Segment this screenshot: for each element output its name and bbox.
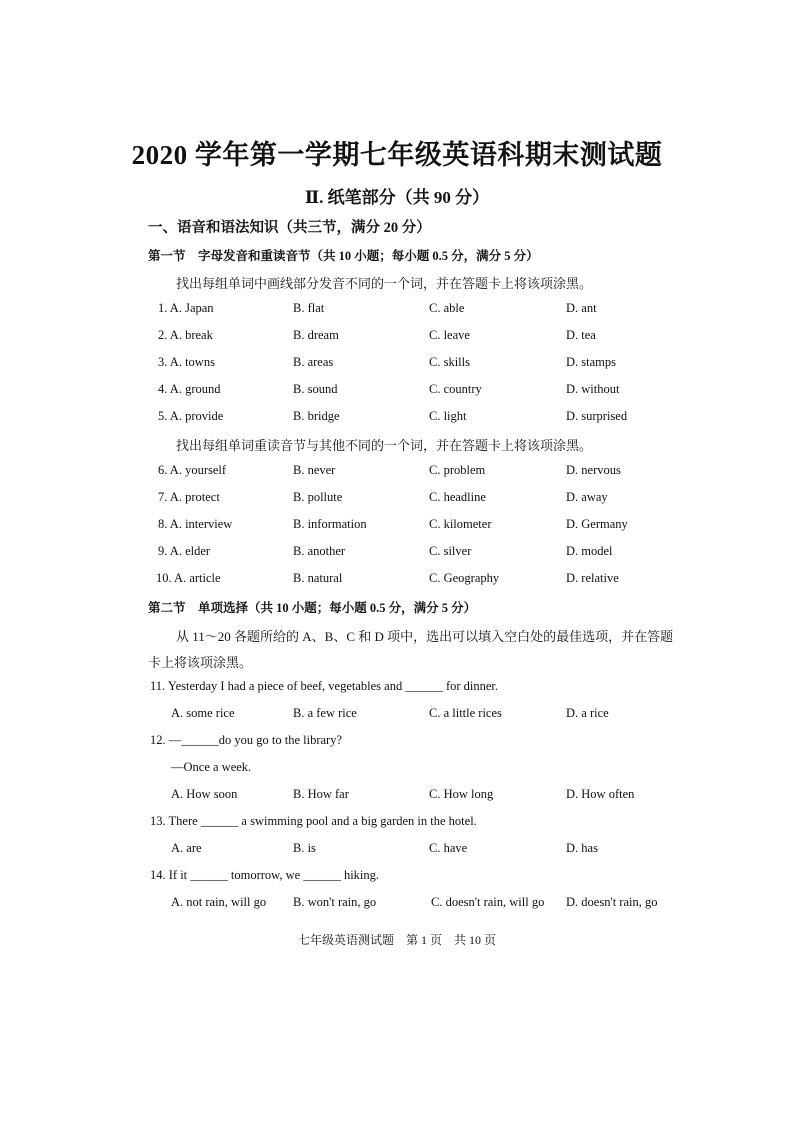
option-a: A. some rice: [171, 706, 235, 720]
option-a: A. not rain, will go: [171, 895, 267, 909]
question-row: [0, 490, 794, 510]
option-c: C. light: [429, 409, 467, 423]
option-b: B. won't rain, go: [293, 895, 377, 909]
question-14-options: [0, 895, 794, 915]
question-13-text: 13. There ______ a swimming pool and a big garden in the hotel.: [150, 814, 477, 828]
option-c: C. Geography: [429, 571, 500, 585]
page-footer: 七年级英语测试题 第 1 页 共 10 页: [297, 933, 496, 947]
option-d: D. ant: [566, 301, 597, 315]
option-d: D. tea: [566, 328, 596, 342]
option-a: 5. A. provide: [158, 409, 224, 423]
option-b: B. How far: [293, 787, 349, 801]
question-row: [0, 355, 794, 375]
option-d: D. away: [566, 490, 608, 504]
question-13-options: [0, 841, 794, 861]
option-b: B. information: [293, 517, 367, 531]
option-c: C. have: [429, 841, 468, 855]
option-d: D. How often: [566, 787, 635, 801]
option-d: D. model: [566, 544, 613, 558]
option-a: 3. A. towns: [158, 355, 215, 369]
option-a: 9. A. elder: [158, 544, 211, 558]
option-c: C. silver: [429, 544, 472, 558]
question-row: [0, 328, 794, 348]
option-b: B. sound: [293, 382, 338, 396]
exam-subtitle: Ⅱ. 纸笔部分（共 90 分）: [304, 188, 490, 207]
option-b: B. bridge: [293, 409, 340, 423]
option-c: C. leave: [429, 328, 470, 342]
option-d: D. has: [566, 841, 598, 855]
option-a: 2. A. break: [158, 328, 213, 342]
section2-heading: 第二节 单项选择（共 10 小题；每小题 0.5 分，满分 5 分）: [148, 601, 477, 615]
question-11-options: [0, 706, 794, 726]
question-row: [0, 517, 794, 537]
question-row: [0, 382, 794, 402]
option-a: 1. A. Japan: [158, 301, 214, 315]
question-row: [0, 544, 794, 564]
section2-instruction-line2: 卡上将该项涂黑。: [148, 655, 253, 670]
question-row: [0, 301, 794, 321]
option-d: D. relative: [566, 571, 619, 585]
question-12-text: 12. —______do you go to the library?: [150, 733, 342, 747]
option-b: B. is: [293, 841, 316, 855]
option-d: D. nervous: [566, 463, 621, 477]
section1-instruction-b: 找出每组单词重读音节与其他不同的一个词，并在答题卡上将该项涂黑。: [176, 438, 593, 453]
question-row: [0, 409, 794, 429]
option-c: C. headline: [429, 490, 486, 504]
option-d: D. without: [566, 382, 620, 396]
option-a: A. are: [171, 841, 202, 855]
option-a: 8. A. interview: [158, 517, 233, 531]
section1-instruction-a: 找出每组单词中画线部分发音不同的一个词，并在答题卡上将该项涂黑。: [176, 276, 593, 291]
option-c: C. country: [429, 382, 482, 396]
question-14-text: 14. If it ______ tomorrow, we ______ hiking.: [150, 868, 380, 882]
option-c: C. able: [429, 301, 465, 315]
option-d: D. stamps: [566, 355, 616, 369]
option-b: B. dream: [293, 328, 339, 342]
question-row: [0, 571, 794, 591]
option-d: D. doesn't rain, go: [566, 895, 658, 909]
option-a: A. How soon: [171, 787, 238, 801]
option-b: B. pollute: [293, 490, 343, 504]
option-c: C. a little rices: [429, 706, 502, 720]
option-d: D. surprised: [566, 409, 628, 423]
option-b: B. never: [293, 463, 336, 477]
section1-heading: 第一节 字母发音和重读音节（共 10 小题；每小题 0.5 分，满分 5 分）: [148, 249, 539, 263]
option-c: C. skills: [429, 355, 470, 369]
option-c: C. doesn't rain, will go: [431, 895, 545, 909]
section2-instruction-line1: 从 11～20 各题所给的 A、B、C 和 D 项中，选出可以填入空白处的最佳选项，并在答题: [176, 629, 674, 644]
option-a: 4. A. ground: [158, 382, 221, 396]
exam-title: 2020 学年第一学期七年级英语科期末测试题: [131, 140, 663, 170]
question-12-options: [0, 787, 794, 807]
option-c: C. How long: [429, 787, 494, 801]
option-a: 10. A. article: [156, 571, 221, 585]
part1-heading: 一、语音和语法知识（共三节，满分 20 分）: [148, 220, 431, 236]
option-a: 6. A. yourself: [158, 463, 227, 477]
option-b: B. a few rice: [293, 706, 357, 720]
option-b: B. flat: [293, 301, 325, 315]
option-c: C. kilometer: [429, 517, 492, 531]
option-b: B. another: [293, 544, 346, 558]
question-11-text: 11. Yesterday I had a piece of beef, vegetables and ______ for dinner.: [150, 679, 499, 693]
option-b: B. areas: [293, 355, 334, 369]
option-b: B. natural: [293, 571, 343, 585]
option-d: D. Germany: [566, 517, 628, 531]
option-a: 7. A. protect: [158, 490, 220, 504]
option-c: C. problem: [429, 463, 486, 477]
option-d: D. a rice: [566, 706, 609, 720]
question-row: [0, 463, 794, 483]
question-12-reply: —Once a week.: [171, 760, 252, 774]
